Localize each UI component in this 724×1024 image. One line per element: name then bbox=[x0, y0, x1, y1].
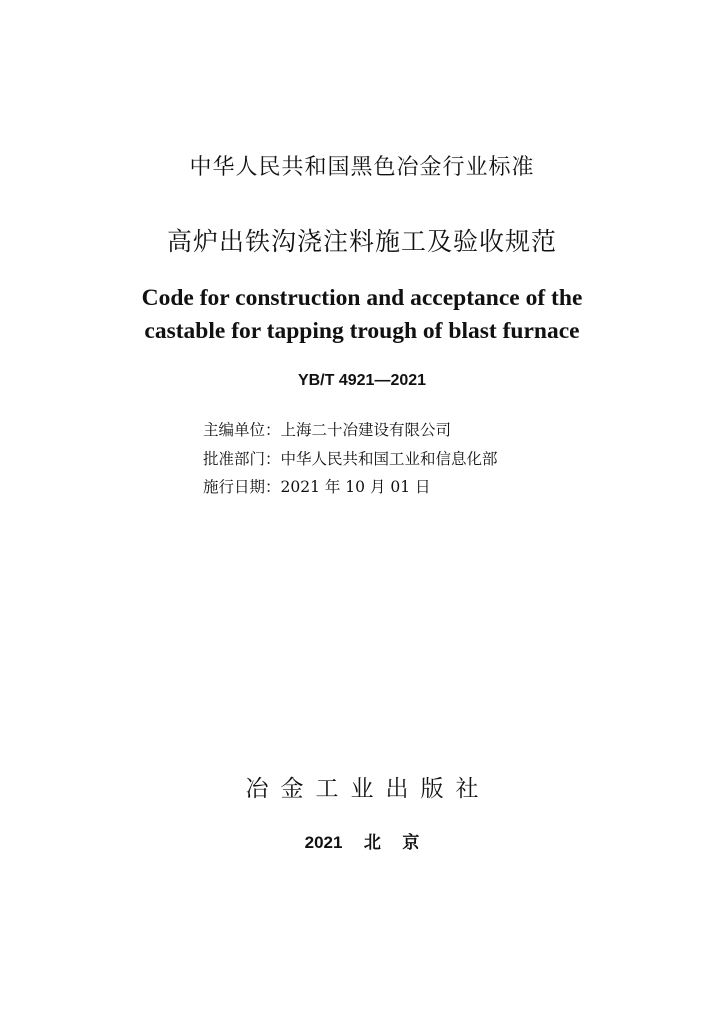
title-english-line-2: castable for tapping trough of blast furnace bbox=[144, 318, 580, 344]
publisher: 冶金工业出版社 bbox=[245, 776, 491, 802]
effective-date: 施行日期：2021 年 10 月 01 日 bbox=[203, 478, 431, 496]
approving-department: 批准部门：中华人民共和国工业和信息化部 bbox=[203, 449, 498, 468]
standard-number: YB/T 4921—2021 bbox=[297, 372, 427, 389]
title-english-line-1: Code for construction and acceptance of the bbox=[141, 285, 583, 311]
title-chinese: 高炉出铁沟浇注料施工及验收规范 bbox=[166, 227, 557, 256]
publication-place-year: 2021 北 京 bbox=[304, 833, 420, 852]
title-english bbox=[0, 282, 724, 348]
info-block bbox=[203, 416, 498, 502]
editor-unit: 主编单位：上海二十冶建设有限公司 bbox=[203, 421, 452, 439]
standard-category: 中华人民共和国黑色冶金行业标准 bbox=[189, 155, 535, 180]
